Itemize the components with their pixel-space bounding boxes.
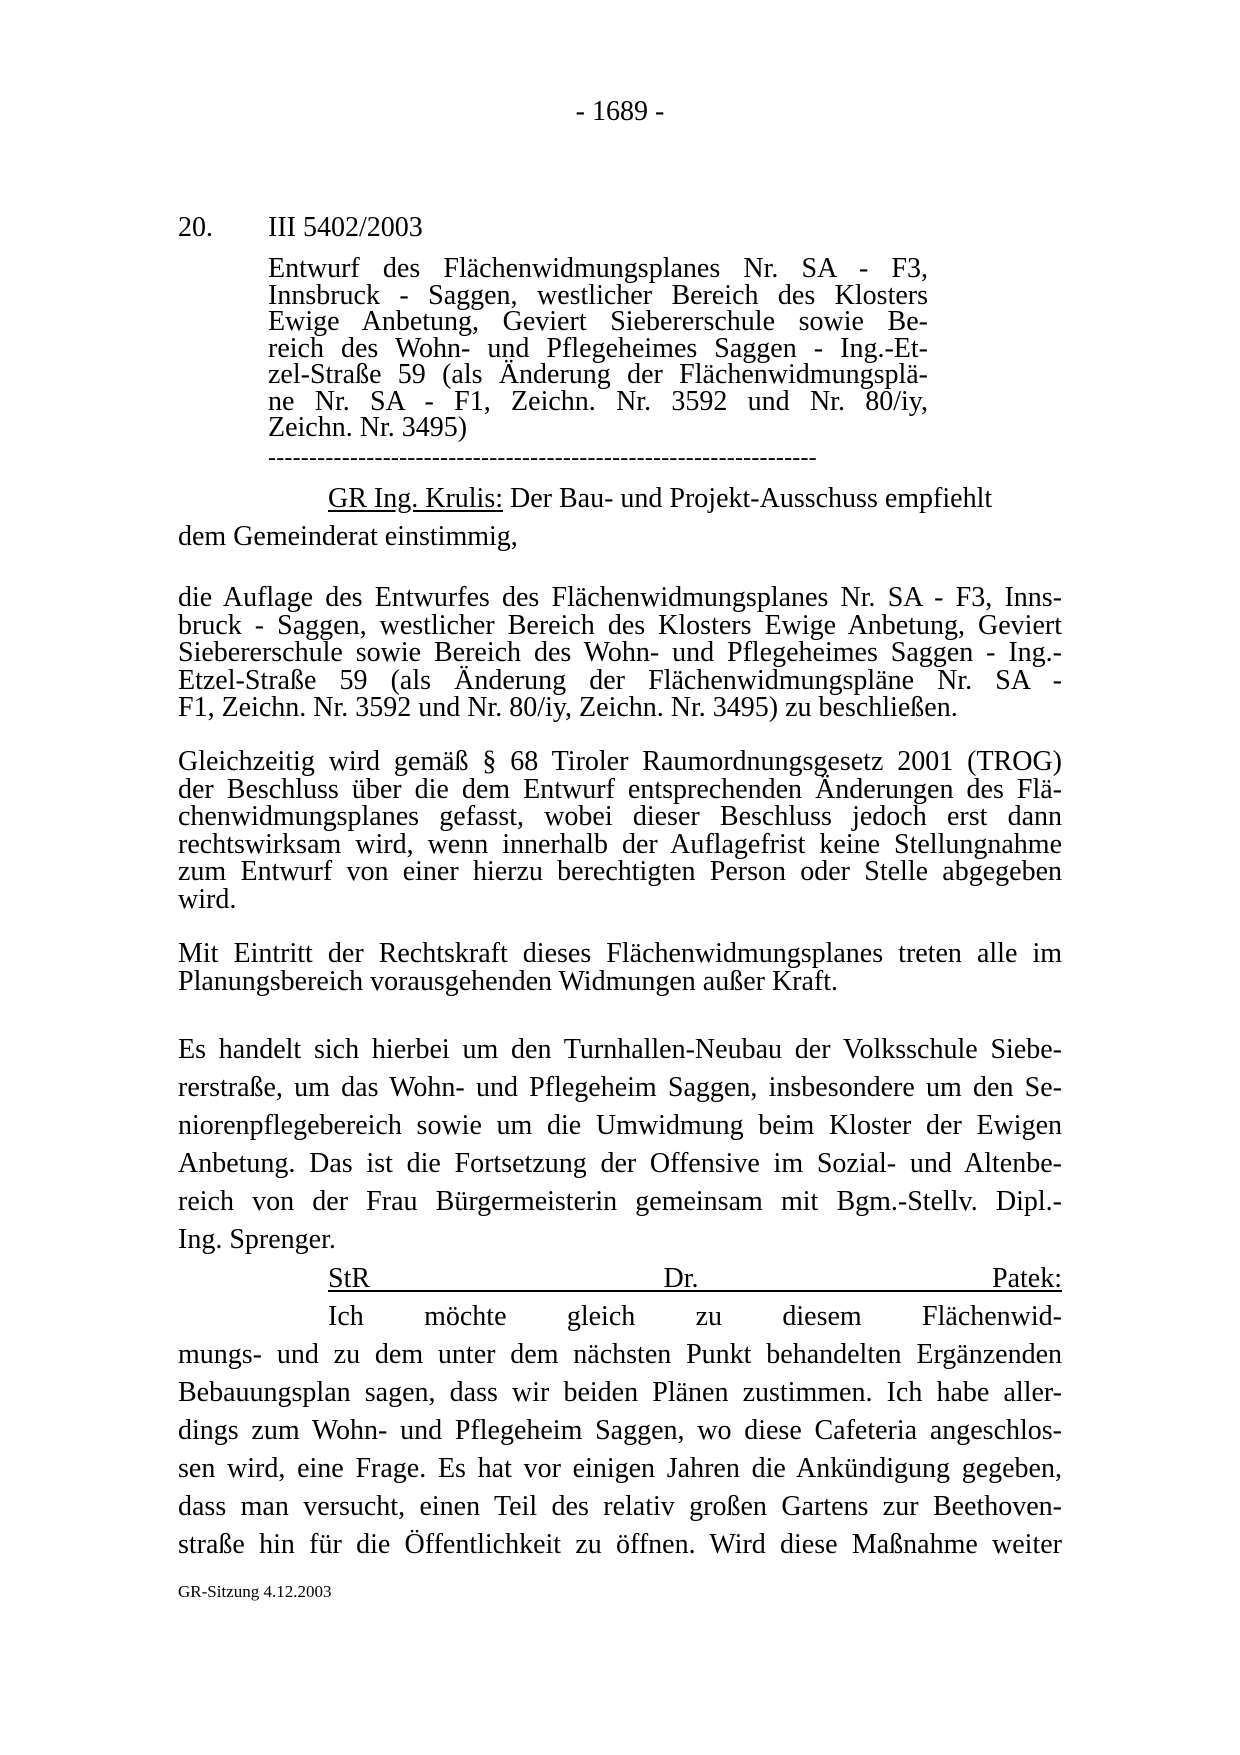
motion-line: zum Entwurf von einer hierzu berechtigten Person oder Stelle abgegeben	[178, 856, 1062, 887]
motion-line: wird.	[178, 883, 237, 915]
body-line: dass man versucht, einen Teil des relativ großen Gartens zur Beethoven-	[178, 1491, 1062, 1522]
body-line: Anbetung. Das ist die Fortsetzung der Offensive im Sozial- und Altenbe-	[178, 1148, 1062, 1179]
body-line: niorenpflegebereich sowie um die Umwidmung beim Kloster der Ewigen	[178, 1110, 1062, 1141]
title-line: zel-Straße 59 (als Änderung der Flächenwidmungsplä-	[268, 359, 928, 390]
body-line: sen wird, eine Frage. Es hat vor einigen Jahren die Ankündigung gegeben,	[178, 1453, 1062, 1484]
explanation-paragraph	[178, 1031, 1062, 1259]
motion-line: Mit Eintritt der Rechtskraft dieses Flächenwidmungsplanes treten alle im	[178, 938, 1062, 969]
motion-line: Siebererschule sowie Bereich des Wohn- und Pflegeheimes Saggen - Ing.-	[178, 637, 1062, 668]
motion-line: der Beschluss über die dem Entwurf entsprechenden Änderungen des Flä-	[178, 773, 1062, 805]
title-line: Entwurf des Flächenwidmungsplanes Nr. SA - F3,	[268, 253, 928, 284]
title-line: Innsbruck - Saggen, westlicher Bereich des Klosters	[268, 279, 928, 311]
speech-text: dem Gemeinderat einstimmig,	[178, 521, 518, 552]
speech-patek	[178, 1260, 1062, 1564]
title-line: Ewige Anbetung, Geviert Siebererschule sowie Be-	[268, 306, 928, 337]
body-line: rerstraße, um das Wohn- und Pflegeheim Saggen, insbesondere um den Se-	[178, 1072, 1062, 1103]
title-line: ne Nr. SA - F1, Zeichn. Nr. 3592 und Nr. 80/iy,	[268, 385, 928, 417]
motion-paragraph	[178, 748, 1062, 913]
motion-paragraph	[178, 584, 1062, 722]
body-line: dings zum Wohn- und Pflegeheim Saggen, wo diese Cafeteria angeschlos-	[178, 1415, 1062, 1446]
agenda-item-number: 20.	[178, 212, 213, 243]
page-number: - 1689 -	[575, 96, 665, 127]
body-line: mungs- und zu dem unter dem nächsten Punkt behandelten Ergänzenden	[178, 1339, 1062, 1370]
motion-line: Etzel-Straße 59 (als Änderung der Flächenwidmungspläne Nr. SA -	[178, 664, 1062, 696]
title-line: reich des Wohn- und Pflegeheimes Saggen - Ing.-Et-	[268, 332, 928, 364]
body-line: Bebauungsplan sagen, dass wir beiden Plänen zustimmen. Ich habe aller-	[178, 1377, 1062, 1408]
motion-line: F1, Zeichn. Nr. 3592 und Nr. 80/iy, Zeichn. Nr. 3495) zu beschließen.	[178, 692, 958, 723]
body-line: reich von der Frau Bürgermeisterin gemeinsam mit Bgm.-Stellv. Dipl.-	[178, 1186, 1062, 1217]
motion-line: die Auflage des Entwurfes des Flächenwidmungsplanes Nr. SA - F3, Inns-	[178, 582, 1062, 613]
motion-line: Gleichzeitig wird gemäß § 68 Tiroler Raumordnungsgesetz 2001 (TROG)	[178, 746, 1062, 777]
page-footer: GR-Sitzung 4.12.2003	[178, 1582, 332, 1601]
motion-paragraph	[178, 940, 1062, 995]
separator-line: -------------------------------------------------------------------	[268, 445, 817, 471]
body-line: Ing. Sprenger.	[178, 1224, 336, 1255]
body-line: Es handelt sich hierbei um den Turnhallen-Neubau der Volksschule Siebe-	[178, 1034, 1062, 1065]
agenda-item-reference: III 5402/2003	[268, 212, 423, 243]
motion-line: bruck - Saggen, westlicher Bereich des Klosters Ewige Anbetung, Geviert	[178, 609, 1062, 641]
speaker-name: GR Ing. Krulis:	[328, 483, 503, 514]
speech-text: Der Bau- und Projekt-Ausschuss empfiehlt	[503, 483, 993, 514]
speech-krulis	[178, 480, 1062, 556]
motion-line: Planungsbereich vorausgehenden Widmungen außer Kraft.	[178, 965, 839, 997]
agenda-item-title	[268, 253, 928, 443]
speech-krulis-line-1	[178, 480, 1062, 518]
speech-patek-line-1	[178, 1260, 1062, 1336]
title-line: Zeichn. Nr. 3495)	[268, 412, 468, 443]
motion-line: chenwidmungsplanes gefasst, wobei dieser Beschluss jedoch erst dann	[178, 801, 1062, 832]
speaker-name: StR Dr. Patek:	[328, 1263, 1062, 1294]
speech-text: Ich möchte gleich zu diesem Flächenwid-	[328, 1301, 1062, 1332]
body-line: straße hin für die Öffentlichkeit zu öffnen. Wird diese Maßnahme weiter	[178, 1529, 1062, 1560]
motion-line: rechtswirksam wird, wenn innerhalb der Auflagefrist keine Stellungnahme	[178, 828, 1062, 860]
